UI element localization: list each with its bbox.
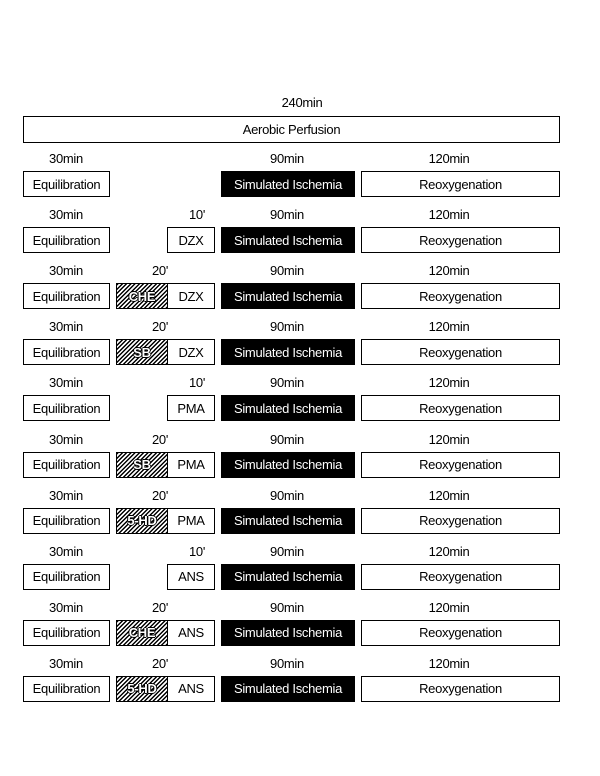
drug-box: DZX <box>167 283 215 309</box>
drug-box: PMA <box>167 395 215 421</box>
blocker-label: CHE <box>128 288 156 304</box>
ischemia-duration-label: 90min <box>270 319 304 335</box>
reoxygenation-box: Reoxygenation <box>361 508 560 534</box>
blocker-label: SB <box>133 457 151 472</box>
pretreatment-duration-label: 20' <box>151 487 169 503</box>
ischemia-box: Simulated Ischemia <box>221 283 355 309</box>
pretreatment-duration-label: 10' <box>188 375 206 391</box>
equilibration-box: Equilibration <box>23 676 110 702</box>
ischemia-duration-label: 90min <box>270 151 304 166</box>
equilibration-duration-label: 30min <box>49 151 83 166</box>
pretreatment-duration-label: 20' <box>151 599 169 615</box>
ischemia-box: Simulated Ischemia <box>221 452 355 478</box>
blocker-label: SB <box>133 344 151 360</box>
blocker-label: 5-HD <box>127 681 157 697</box>
blocker-box <box>116 452 168 478</box>
ischemia-duration-label: 90min <box>270 543 304 559</box>
equilibration-duration-label: 30min <box>49 319 83 335</box>
ischemia-box: Simulated Ischemia <box>221 227 355 253</box>
pretreatment-duration-label: 20' <box>151 431 169 447</box>
equilibration-duration-label: 30min <box>49 375 83 391</box>
ischemia-box: Simulated Ischemia <box>221 508 355 534</box>
reoxygenation-duration-label: 120min <box>428 375 470 391</box>
drug-box: ANS <box>167 620 215 646</box>
equilibration-box: Equilibration <box>23 452 110 478</box>
equilibration-duration-label: 30min <box>49 431 83 447</box>
reoxygenation-box: Reoxygenation <box>361 564 560 590</box>
reoxygenation-box: Reoxygenation <box>361 620 560 646</box>
ischemia-box: Simulated Ischemia <box>221 620 355 646</box>
pretreatment-duration-label: 10' <box>188 207 206 223</box>
pretreatment-duration-label: 20' <box>151 655 169 671</box>
reoxygenation-box: Reoxygenation <box>361 452 560 478</box>
equilibration-box: Equilibration <box>23 508 110 534</box>
equilibration-duration-label: 30min <box>49 207 83 223</box>
drug-box: PMA <box>167 508 215 534</box>
reoxygenation-duration-label: 120min <box>428 599 470 615</box>
equilibration-duration-label: 30min <box>49 599 83 615</box>
reoxygenation-duration-label: 120min <box>428 207 470 223</box>
equilibration-box: Equilibration <box>23 620 110 646</box>
pretreatment-duration-label: 20' <box>151 319 169 335</box>
equilibration-box: Equilibration <box>23 283 110 309</box>
ischemia-duration-label: 90min <box>270 263 304 279</box>
ischemia-duration-label: 90min <box>270 599 304 615</box>
reoxygenation-box: Reoxygenation <box>361 283 560 309</box>
ischemia-duration-label: 90min <box>270 655 304 671</box>
reoxygenation-box: Reoxygenation <box>361 395 560 421</box>
blocker-box <box>116 508 168 534</box>
reoxygenation-duration-label: 120min <box>428 543 470 559</box>
blocker-box <box>116 283 168 309</box>
reoxygenation-duration-label: 120min <box>428 487 470 503</box>
ischemia-duration-label: 90min <box>270 375 304 391</box>
ischemia-duration-label: 90min <box>270 431 304 447</box>
ischemia-box: Simulated Ischemia <box>221 339 355 365</box>
drug-box: PMA <box>167 452 215 478</box>
reoxygenation-duration-label: 120min <box>428 319 470 335</box>
blocker-label: CHE <box>128 625 156 641</box>
reoxygenation-duration-label: 120min <box>428 655 470 671</box>
blocker-box <box>116 339 168 365</box>
drug-box: DZX <box>167 227 215 253</box>
equilibration-duration-label: 30min <box>49 487 83 503</box>
reoxygenation-box: Reoxygenation <box>361 676 560 702</box>
equilibration-duration-label: 30min <box>49 543 83 559</box>
equilibration-box: Equilibration <box>23 171 110 197</box>
reoxygenation-box: Reoxygenation <box>361 339 560 365</box>
ischemia-box: Simulated Ischemia <box>221 564 355 590</box>
aerobic-perfusion-box: Aerobic Perfusion <box>23 116 560 143</box>
blocker-box <box>116 620 168 646</box>
ischemia-duration-label: 90min <box>270 207 304 223</box>
drug-box: ANS <box>167 564 215 590</box>
reoxygenation-box: Reoxygenation <box>361 227 560 253</box>
ischemia-box: Simulated Ischemia <box>221 171 355 197</box>
pretreatment-duration-label: 10' <box>188 543 206 559</box>
reoxygenation-duration-label: 120min <box>428 263 470 279</box>
drug-box: DZX <box>167 339 215 365</box>
pretreatment-duration-label: 20' <box>151 263 169 279</box>
drug-box: ANS <box>167 676 215 702</box>
equilibration-duration-label: 30min <box>49 655 83 671</box>
aerobic-duration-label: 240min <box>281 95 323 110</box>
equilibration-box: Equilibration <box>23 395 110 421</box>
reoxygenation-duration-label: 120min <box>428 431 470 447</box>
equilibration-duration-label: 30min <box>49 263 83 279</box>
blocker-label: 5-HD <box>127 513 157 529</box>
ischemia-box: Simulated Ischemia <box>221 395 355 421</box>
blocker-box <box>116 676 168 702</box>
equilibration-box: Equilibration <box>23 564 110 590</box>
reoxygenation-duration-label: 120min <box>428 151 470 166</box>
reoxygenation-box: Reoxygenation <box>361 171 560 197</box>
ischemia-duration-label: 90min <box>270 487 304 503</box>
equilibration-box: Equilibration <box>23 339 110 365</box>
ischemia-box: Simulated Ischemia <box>221 676 355 702</box>
equilibration-box: Equilibration <box>23 227 110 253</box>
